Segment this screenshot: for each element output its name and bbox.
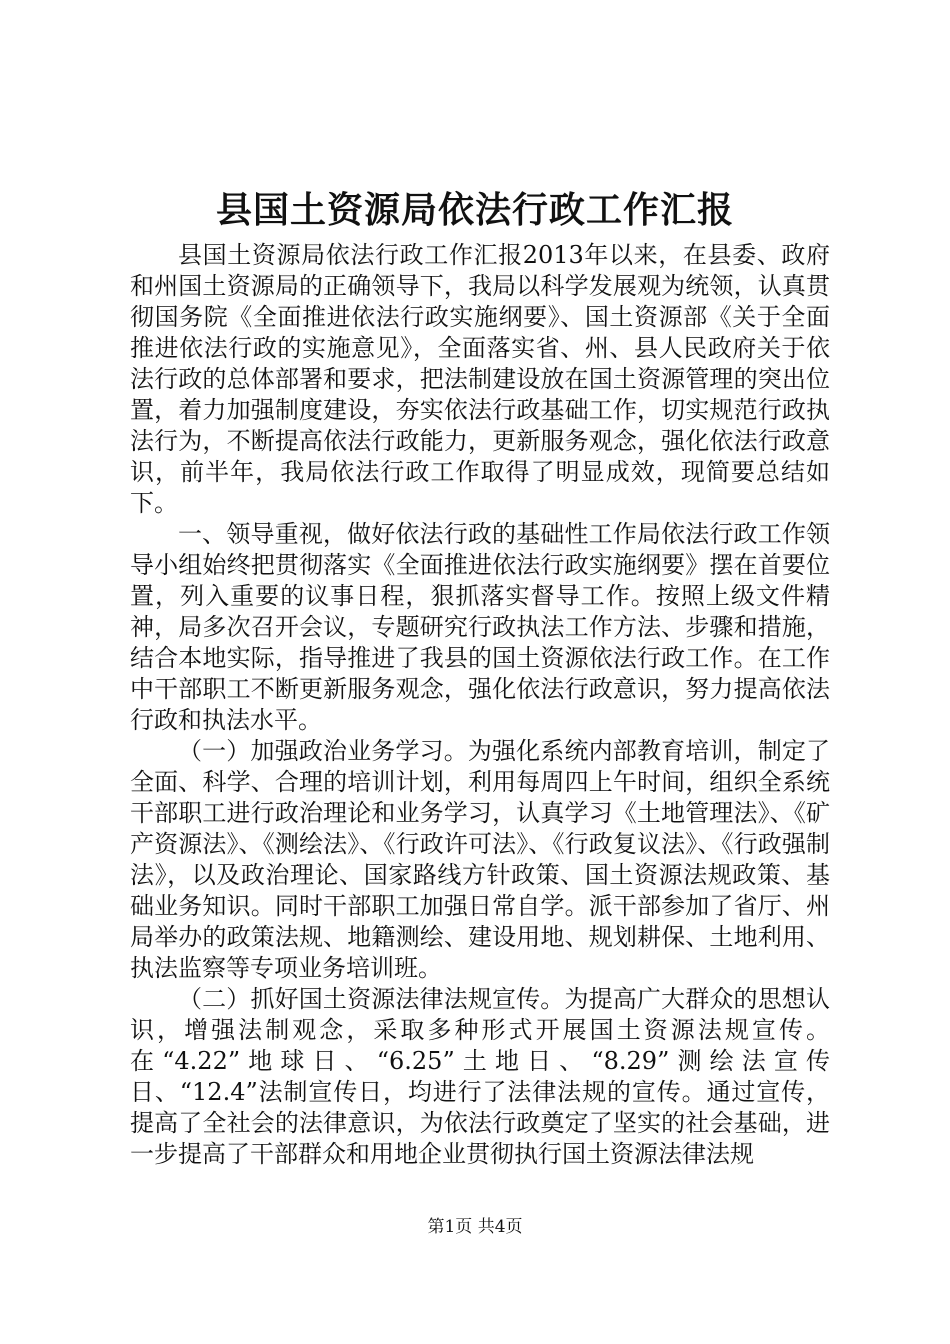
paragraph-subsection-2: （二）抓好国土资源法律法规宣传。为提高广大群众的思想认识，增强法制观念，采取多种形式开展国土资源法规宣传。在“4.22”地球日、“6.25”土地日、“8.29”测绘法宣传日、“12.4”法制宣传日，均进行了法律法规的宣传。通过宣传，提高了全社会的法律意识，为依法行政奠定了坚实的社会基础，进一步提高了干部群众和用地企业贯彻执行国土资源法律法规: [130, 985, 830, 1168]
document-title: 县国土资源局依法行政工作汇报: [215, 189, 734, 231]
page-footer: 第1页 共4页: [427, 1217, 523, 1237]
paragraph-subsection-1: （一）加强政治业务学习。为强化系统内部教育培训，制定了全面、科学、合理的培训计划，利用每周四上午时间，组织全系统干部职工进行政治理论和业务学习，认真学习《土地管理法》、《矿产资源法》、《测绘法》、《行政许可法》、《行政复议法》、《行政强制法》，以及政治理论、国家路线方针政策、国土资源法规政策、基础业务知识。同时干部职工加强日常自学。派干部参加了省厅、州局举办的政策法规、地籍测绘、建设用地、规划耕保、土地利用、执法监察等专项业务培训班。: [130, 737, 830, 982]
paragraph-section-1: 一、领导重视，做好依法行政的基础性工作局依法行政工作领导小组始终把贯彻落实《全面推进依法行政实施纲要》摆在首要位置，列入重要的议事日程，狠抓落实督导工作。按照上级文件精神，局多次召开会议，专题研究行政执法工作方法、步骤和措施，结合本地实际，指导推进了我县的国土资源依法行政工作。在工作中干部职工不断更新服务观念，强化依法行政意识，努力提高依法行政和执法水平。: [130, 520, 830, 734]
document-body: [130, 240, 830, 1170]
paragraph-intro: 县国土资源局依法行政工作汇报2013年以来，在县委、政府和州国土资源局的正确领导下，我局以科学发展观为统领，认真贯彻国务院《全面推进依法行政实施纲要》、国土资源部《关于全面推进依法行政的实施意见》，全面落实省、州、县人民政府关于依法行政的总体部署和要求，把法制建设放在国土资源管理的突出位置，着力加强制度建设，夯实依法行政基础工作，切实规范行政执法行为，不断提高依法行政能力，更新服务观念，强化依法行政意识，前半年，我局依法行政工作取得了明显成效，现简要总结如下。: [130, 241, 830, 517]
